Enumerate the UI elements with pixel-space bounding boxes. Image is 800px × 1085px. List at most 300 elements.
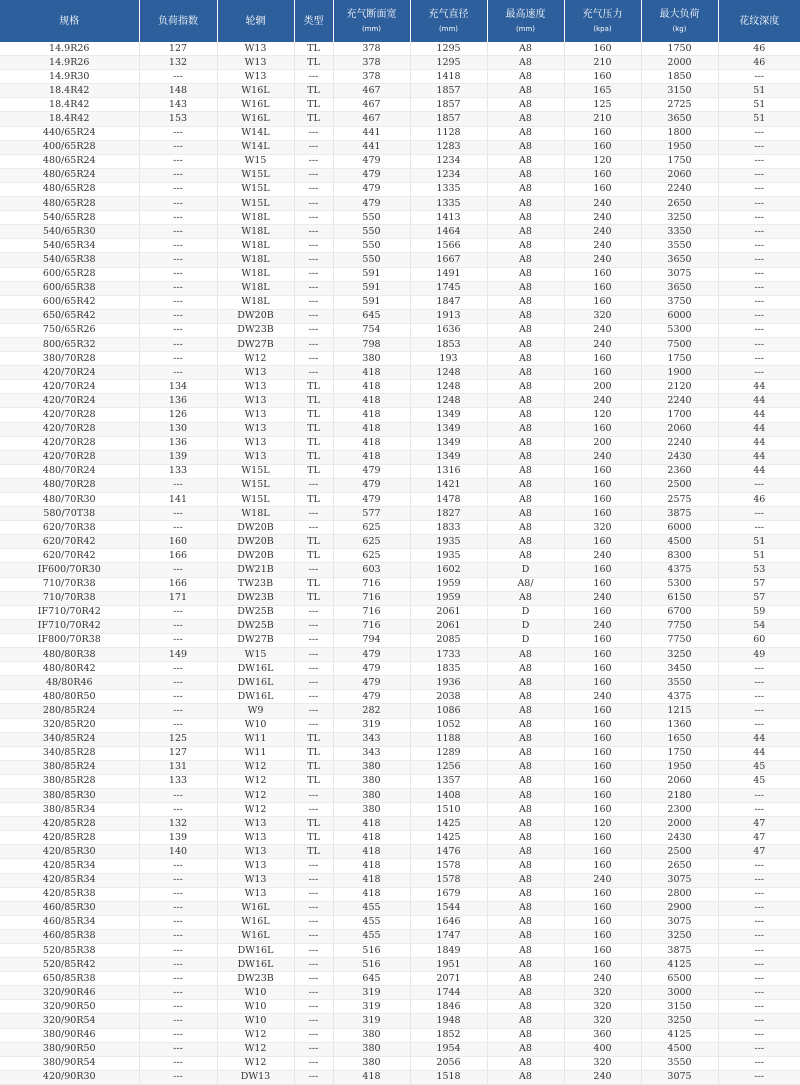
cell-spec: 480/65R28 <box>0 182 139 196</box>
cell-tread-depth: --- <box>718 788 800 802</box>
cell-type: --- <box>294 986 333 1000</box>
cell-type: --- <box>294 915 333 929</box>
cell-spec: 620/70R42 <box>0 535 139 549</box>
column-header-overall-diameter <box>410 0 487 42</box>
cell-max-speed: A8 <box>487 408 564 422</box>
cell-load-index: --- <box>139 154 217 168</box>
cell-rim: W13 <box>217 873 294 887</box>
cell-inflation-pressure: 320 <box>564 521 641 535</box>
cell-type: --- <box>294 619 333 633</box>
cell-load-index: 133 <box>139 774 217 788</box>
cell-type: --- <box>294 1014 333 1028</box>
column-header-label: 充气断面宽 <box>346 9 397 20</box>
cell-max-speed: A8 <box>487 690 564 704</box>
cell-rim: W18L <box>217 239 294 253</box>
table-row <box>0 1028 800 1042</box>
cell-overall-diameter: 1248 <box>410 366 487 380</box>
cell-inflation-pressure: 240 <box>564 619 641 633</box>
table-row <box>0 267 800 281</box>
cell-inflation-pressure: 160 <box>564 366 641 380</box>
cell-overall-diameter: 1357 <box>410 774 487 788</box>
cell-max-load: 3000 <box>641 986 718 1000</box>
table-row <box>0 788 800 802</box>
cell-load-index: 131 <box>139 760 217 774</box>
cell-max-load: 7500 <box>641 337 718 351</box>
cell-type: TL <box>294 450 333 464</box>
cell-max-speed: A8 <box>487 112 564 126</box>
cell-tread-depth: --- <box>718 154 800 168</box>
cell-max-load: 4500 <box>641 1042 718 1056</box>
cell-section-width: 380 <box>333 1028 410 1042</box>
table-row <box>0 1000 800 1014</box>
cell-tread-depth: 44 <box>718 408 800 422</box>
cell-inflation-pressure: 125 <box>564 98 641 112</box>
cell-type: --- <box>294 337 333 351</box>
column-header-unit: (mm) <box>361 25 382 33</box>
cell-max-speed: A8 <box>487 1042 564 1056</box>
cell-max-load: 2060 <box>641 422 718 436</box>
cell-section-width: 479 <box>333 197 410 211</box>
cell-max-speed: A8 <box>487 154 564 168</box>
table-row <box>0 549 800 563</box>
cell-max-speed: A8 <box>487 352 564 366</box>
cell-max-speed: A8 <box>487 436 564 450</box>
cell-overall-diameter: 1935 <box>410 535 487 549</box>
cell-max-speed: D <box>487 633 564 647</box>
table-row <box>0 648 800 662</box>
cell-section-width: 645 <box>333 309 410 323</box>
cell-type: --- <box>294 197 333 211</box>
cell-inflation-pressure: 160 <box>564 182 641 196</box>
cell-rim: DW13 <box>217 1070 294 1084</box>
cell-overall-diameter: 1852 <box>410 1028 487 1042</box>
cell-section-width: 380 <box>333 352 410 366</box>
cell-max-speed: A8 <box>487 986 564 1000</box>
cell-overall-diameter: 1256 <box>410 760 487 774</box>
cell-type: --- <box>294 633 333 647</box>
cell-rim: W15 <box>217 154 294 168</box>
cell-rim: W13 <box>217 859 294 873</box>
cell-spec: 280/85R24 <box>0 704 139 718</box>
cell-max-speed: A8 <box>487 464 564 478</box>
cell-type: --- <box>294 563 333 577</box>
table-row <box>0 112 800 126</box>
cell-overall-diameter: 1578 <box>410 873 487 887</box>
cell-inflation-pressure: 160 <box>564 605 641 619</box>
cell-section-width: 798 <box>333 337 410 351</box>
cell-inflation-pressure: 160 <box>564 42 641 56</box>
cell-tread-depth: --- <box>718 366 800 380</box>
table-row <box>0 464 800 478</box>
cell-inflation-pressure: 160 <box>564 718 641 732</box>
cell-overall-diameter: 1747 <box>410 929 487 943</box>
cell-max-load: 8300 <box>641 549 718 563</box>
cell-spec: 420/70R24 <box>0 380 139 394</box>
cell-rim: DW16L <box>217 676 294 690</box>
cell-load-index: 132 <box>139 56 217 70</box>
cell-max-load: 4500 <box>641 535 718 549</box>
cell-section-width: 418 <box>333 366 410 380</box>
cell-section-width: 479 <box>333 662 410 676</box>
cell-overall-diameter: 1857 <box>410 84 487 98</box>
cell-inflation-pressure: 160 <box>564 577 641 591</box>
cell-section-width: 467 <box>333 84 410 98</box>
column-header-max-speed <box>487 0 564 42</box>
cell-section-width: 455 <box>333 929 410 943</box>
cell-overall-diameter: 1853 <box>410 337 487 351</box>
cell-tread-depth: --- <box>718 295 800 309</box>
cell-inflation-pressure: 160 <box>564 803 641 817</box>
cell-load-index: --- <box>139 788 217 802</box>
cell-max-load: 2900 <box>641 901 718 915</box>
cell-load-index: --- <box>139 563 217 577</box>
cell-max-speed: D <box>487 605 564 619</box>
cell-max-speed: A8 <box>487 478 564 492</box>
cell-max-load: 2430 <box>641 831 718 845</box>
cell-rim: W16L <box>217 929 294 943</box>
cell-overall-diameter: 193 <box>410 352 487 366</box>
cell-spec: 650/65R42 <box>0 309 139 323</box>
cell-tread-depth: --- <box>718 915 800 929</box>
cell-overall-diameter: 1745 <box>410 281 487 295</box>
cell-max-load: 6700 <box>641 605 718 619</box>
cell-inflation-pressure: 160 <box>564 507 641 521</box>
cell-rim: W12 <box>217 1028 294 1042</box>
cell-max-speed: A8 <box>487 648 564 662</box>
table-row <box>0 760 800 774</box>
cell-max-speed: A8 <box>487 944 564 958</box>
cell-tread-depth: --- <box>718 972 800 986</box>
cell-max-load: 2575 <box>641 493 718 507</box>
cell-spec: 480/70R24 <box>0 464 139 478</box>
cell-section-width: 380 <box>333 788 410 802</box>
cell-overall-diameter: 1679 <box>410 887 487 901</box>
cell-spec: 400/65R28 <box>0 140 139 154</box>
cell-tread-depth: --- <box>718 859 800 873</box>
cell-spec: 380/90R54 <box>0 1056 139 1070</box>
cell-max-speed: A8 <box>487 197 564 211</box>
cell-rim: W12 <box>217 803 294 817</box>
cell-max-load: 3250 <box>641 929 718 943</box>
cell-spec: 340/85R24 <box>0 732 139 746</box>
cell-tread-depth: 46 <box>718 493 800 507</box>
cell-tread-depth: 47 <box>718 817 800 831</box>
cell-load-index: --- <box>139 337 217 351</box>
cell-max-load: 1750 <box>641 42 718 56</box>
cell-max-load: 3150 <box>641 84 718 98</box>
cell-load-index: --- <box>139 1070 217 1084</box>
cell-max-load: 1700 <box>641 408 718 422</box>
cell-spec: 540/65R30 <box>0 225 139 239</box>
table-row <box>0 507 800 521</box>
cell-type: TL <box>294 380 333 394</box>
column-header-inflation-pressure <box>564 0 641 42</box>
cell-tread-depth: --- <box>718 1042 800 1056</box>
cell-load-index: 136 <box>139 436 217 450</box>
cell-max-speed: A8 <box>487 1070 564 1084</box>
cell-inflation-pressure: 160 <box>564 915 641 929</box>
cell-overall-diameter: 1478 <box>410 493 487 507</box>
cell-spec: 320/90R54 <box>0 1014 139 1028</box>
cell-section-width: 754 <box>333 323 410 337</box>
cell-spec: 420/70R28 <box>0 422 139 436</box>
cell-rim: W13 <box>217 70 294 84</box>
cell-section-width: 380 <box>333 1056 410 1070</box>
cell-rim: W15L <box>217 493 294 507</box>
cell-inflation-pressure: 200 <box>564 436 641 450</box>
cell-inflation-pressure: 160 <box>564 352 641 366</box>
cell-tread-depth: --- <box>718 803 800 817</box>
cell-max-load: 4375 <box>641 690 718 704</box>
cell-inflation-pressure: 160 <box>564 267 641 281</box>
cell-overall-diameter: 1283 <box>410 140 487 154</box>
cell-max-load: 1215 <box>641 704 718 718</box>
cell-max-load: 3075 <box>641 873 718 887</box>
cell-max-load: 1750 <box>641 352 718 366</box>
cell-rim: W12 <box>217 352 294 366</box>
cell-load-index: --- <box>139 281 217 295</box>
cell-overall-diameter: 1476 <box>410 845 487 859</box>
cell-type: --- <box>294 803 333 817</box>
cell-section-width: 418 <box>333 817 410 831</box>
cell-max-load: 2500 <box>641 478 718 492</box>
cell-type: TL <box>294 394 333 408</box>
cell-max-speed: A8 <box>487 549 564 563</box>
cell-overall-diameter: 1316 <box>410 464 487 478</box>
cell-max-load: 2430 <box>641 450 718 464</box>
cell-load-index: --- <box>139 704 217 718</box>
column-header-label: 最大负荷 <box>659 9 700 20</box>
cell-load-index: --- <box>139 126 217 140</box>
column-header-unit: (mm) <box>515 25 536 33</box>
cell-spec: 380/85R34 <box>0 803 139 817</box>
cell-spec: 710/70R38 <box>0 591 139 605</box>
cell-overall-diameter: 1959 <box>410 591 487 605</box>
cell-overall-diameter: 1510 <box>410 803 487 817</box>
cell-overall-diameter: 1413 <box>410 211 487 225</box>
cell-load-index: --- <box>139 225 217 239</box>
cell-type: --- <box>294 901 333 915</box>
cell-section-width: 645 <box>333 972 410 986</box>
cell-max-load: 4125 <box>641 958 718 972</box>
cell-type: --- <box>294 662 333 676</box>
table-row <box>0 986 800 1000</box>
cell-tread-depth: 44 <box>718 464 800 478</box>
cell-type: --- <box>294 972 333 986</box>
cell-type: TL <box>294 436 333 450</box>
cell-spec: 710/70R38 <box>0 577 139 591</box>
cell-rim: DW16L <box>217 690 294 704</box>
cell-section-width: 343 <box>333 732 410 746</box>
cell-overall-diameter: 2056 <box>410 1056 487 1070</box>
cell-type: --- <box>294 521 333 535</box>
cell-section-width: 716 <box>333 591 410 605</box>
cell-type: TL <box>294 42 333 56</box>
cell-section-width: 319 <box>333 986 410 1000</box>
cell-max-speed: A8 <box>487 253 564 267</box>
cell-section-width: 625 <box>333 535 410 549</box>
cell-overall-diameter: 1833 <box>410 521 487 535</box>
cell-load-index: 134 <box>139 380 217 394</box>
cell-max-load: 2800 <box>641 887 718 901</box>
table-row <box>0 958 800 972</box>
cell-inflation-pressure: 360 <box>564 1028 641 1042</box>
cell-max-load: 3250 <box>641 648 718 662</box>
cell-spec: 480/80R42 <box>0 662 139 676</box>
cell-load-index: 127 <box>139 746 217 760</box>
table-row <box>0 408 800 422</box>
cell-overall-diameter: 1188 <box>410 732 487 746</box>
cell-load-index: 166 <box>139 549 217 563</box>
cell-rim: W12 <box>217 1042 294 1056</box>
table-row <box>0 633 800 647</box>
cell-overall-diameter: 1827 <box>410 507 487 521</box>
cell-inflation-pressure: 320 <box>564 1056 641 1070</box>
cell-tread-depth: 45 <box>718 774 800 788</box>
cell-overall-diameter: 1289 <box>410 746 487 760</box>
cell-overall-diameter: 1847 <box>410 295 487 309</box>
cell-overall-diameter: 1349 <box>410 422 487 436</box>
cell-max-speed: A8 <box>487 958 564 972</box>
cell-inflation-pressure: 240 <box>564 253 641 267</box>
cell-max-speed: A8 <box>487 56 564 70</box>
cell-spec: 18.4R42 <box>0 84 139 98</box>
cell-max-speed: A8 <box>487 746 564 760</box>
cell-rim: W10 <box>217 1000 294 1014</box>
table-row <box>0 1056 800 1070</box>
cell-tread-depth: --- <box>718 70 800 84</box>
cell-rim: W10 <box>217 986 294 1000</box>
cell-max-speed: A8 <box>487 887 564 901</box>
cell-max-load: 2060 <box>641 774 718 788</box>
cell-tread-depth: --- <box>718 718 800 732</box>
cell-tread-depth: --- <box>718 1070 800 1084</box>
cell-load-index: --- <box>139 676 217 690</box>
cell-max-speed: A8 <box>487 337 564 351</box>
cell-spec: 320/85R20 <box>0 718 139 732</box>
cell-max-load: 2000 <box>641 56 718 70</box>
table-row <box>0 394 800 408</box>
table-row <box>0 944 800 958</box>
column-header-label: 负荷指数 <box>158 15 198 27</box>
cell-tread-depth: 51 <box>718 535 800 549</box>
table-row <box>0 746 800 760</box>
cell-load-index: 125 <box>139 732 217 746</box>
cell-section-width: 577 <box>333 507 410 521</box>
cell-max-load: 6500 <box>641 972 718 986</box>
cell-load-index: --- <box>139 366 217 380</box>
cell-spec: 480/80R50 <box>0 690 139 704</box>
cell-inflation-pressure: 210 <box>564 56 641 70</box>
cell-rim: W15L <box>217 168 294 182</box>
cell-inflation-pressure: 240 <box>564 197 641 211</box>
cell-section-width: 418 <box>333 873 410 887</box>
cell-load-index: --- <box>139 253 217 267</box>
table-row <box>0 718 800 732</box>
cell-spec: 340/85R28 <box>0 746 139 760</box>
cell-max-load: 3650 <box>641 112 718 126</box>
cell-rim: W15 <box>217 648 294 662</box>
cell-max-load: 2360 <box>641 464 718 478</box>
cell-section-width: 591 <box>333 267 410 281</box>
column-header-label: 充气压力 <box>582 9 623 20</box>
cell-section-width: 380 <box>333 803 410 817</box>
cell-load-index: --- <box>139 507 217 521</box>
cell-section-width: 418 <box>333 422 410 436</box>
cell-spec: 14.9R26 <box>0 42 139 56</box>
cell-type: TL <box>294 493 333 507</box>
cell-overall-diameter: 1578 <box>410 859 487 873</box>
cell-max-load: 1800 <box>641 126 718 140</box>
table-row <box>0 619 800 633</box>
cell-type: TL <box>294 591 333 605</box>
cell-inflation-pressure: 240 <box>564 337 641 351</box>
cell-spec: 480/65R28 <box>0 197 139 211</box>
cell-spec: 420/85R28 <box>0 817 139 831</box>
cell-inflation-pressure: 240 <box>564 549 641 563</box>
cell-overall-diameter: 1602 <box>410 563 487 577</box>
table-row <box>0 662 800 676</box>
cell-spec: 420/85R30 <box>0 845 139 859</box>
table-row <box>0 295 800 309</box>
cell-spec: 18.4R42 <box>0 112 139 126</box>
cell-max-load: 3550 <box>641 239 718 253</box>
cell-max-load: 2000 <box>641 817 718 831</box>
cell-spec: 420/85R28 <box>0 831 139 845</box>
cell-max-load: 3250 <box>641 1014 718 1028</box>
cell-rim: DW20B <box>217 521 294 535</box>
table-row <box>0 929 800 943</box>
cell-tread-depth: 45 <box>718 760 800 774</box>
cell-rim: W13 <box>217 394 294 408</box>
table-row <box>0 197 800 211</box>
cell-load-index: 149 <box>139 648 217 662</box>
cell-inflation-pressure: 320 <box>564 1014 641 1028</box>
cell-overall-diameter: 1464 <box>410 225 487 239</box>
table-row <box>0 366 800 380</box>
cell-rim: DW20B <box>217 535 294 549</box>
cell-spec: 420/70R28 <box>0 436 139 450</box>
cell-spec: IF600/70R30 <box>0 563 139 577</box>
cell-inflation-pressure: 240 <box>564 591 641 605</box>
cell-inflation-pressure: 320 <box>564 1000 641 1014</box>
cell-spec: 520/85R38 <box>0 944 139 958</box>
cell-load-index: 130 <box>139 422 217 436</box>
table-row <box>0 182 800 196</box>
cell-rim: W18L <box>217 267 294 281</box>
cell-rim: W13 <box>217 380 294 394</box>
cell-inflation-pressure: 165 <box>564 84 641 98</box>
cell-section-width: 625 <box>333 521 410 535</box>
cell-max-load: 3875 <box>641 507 718 521</box>
cell-max-load: 1750 <box>641 746 718 760</box>
cell-overall-diameter: 1744 <box>410 986 487 1000</box>
cell-section-width: 516 <box>333 958 410 972</box>
cell-spec: 480/70R30 <box>0 493 139 507</box>
table-row <box>0 901 800 915</box>
cell-type: TL <box>294 760 333 774</box>
cell-tread-depth: 44 <box>718 436 800 450</box>
cell-type: --- <box>294 323 333 337</box>
cell-type: TL <box>294 774 333 788</box>
cell-inflation-pressure: 240 <box>564 1070 641 1084</box>
cell-max-speed: A8 <box>487 267 564 281</box>
cell-inflation-pressure: 160 <box>564 140 641 154</box>
cell-max-load: 5300 <box>641 577 718 591</box>
cell-rim: W12 <box>217 774 294 788</box>
cell-overall-diameter: 1349 <box>410 450 487 464</box>
cell-overall-diameter: 1948 <box>410 1014 487 1028</box>
